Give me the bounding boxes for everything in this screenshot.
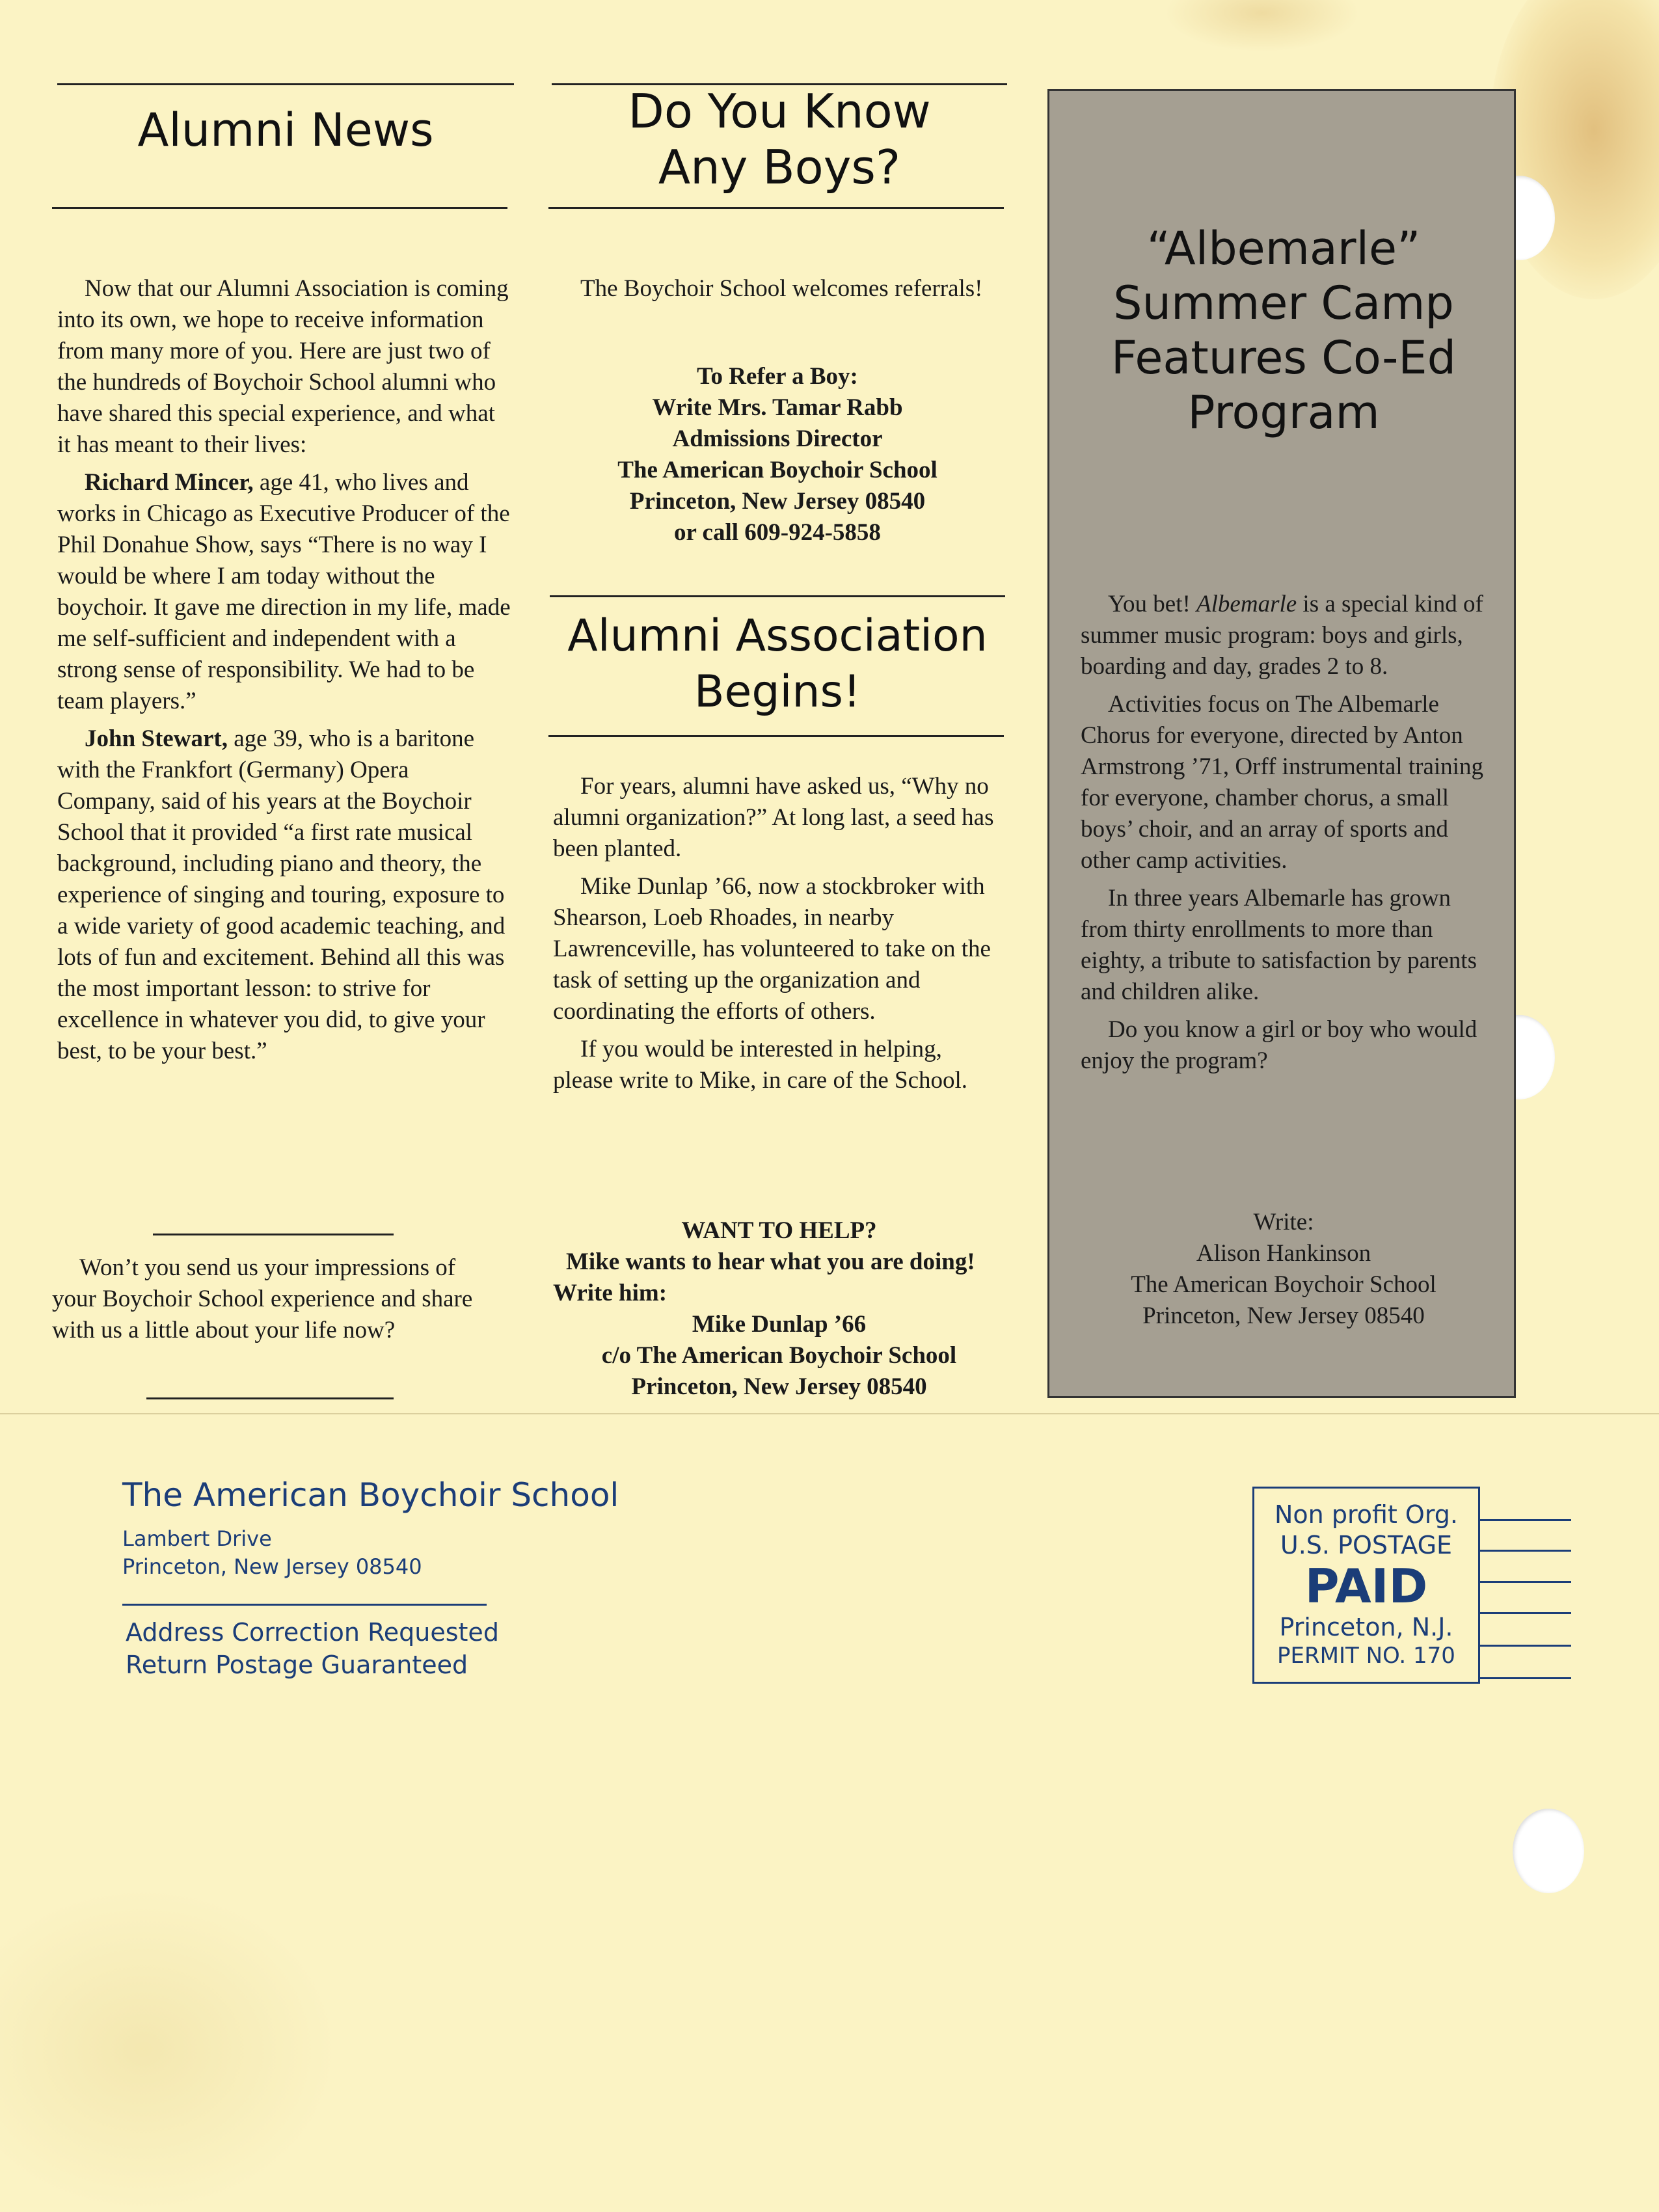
stewart-paragraph [57,723,513,1067]
albemarle-p2: Activities focus on The Albemarle Chorus for everyone, directed by Anton Armstrong ’71, Orff instrumental training for everyone, chamber chorus, a small boys’ choir, and an array of sports and other camp activities. [1081,691,1483,874]
albemarle-write-block [1069,1207,1498,1332]
return-rule [122,1604,487,1606]
write-line: Alison Hankinson [1196,1240,1371,1267]
refer-line: Write Mrs. Tamar Rabb [652,394,903,421]
albemarle-title-line: Summer Camp [1113,276,1454,330]
albemarle-p1-start: You bet! [1108,591,1197,617]
help-title: WANT TO HELP? [681,1217,877,1244]
refer-line: Princeton, New Jersey 08540 [629,488,926,515]
refer-line: To Refer a Boy: [697,363,858,390]
help-line: Princeton, New Jersey 08540 [631,1373,927,1400]
punch-hole [1513,1809,1584,1893]
indicia-line [1480,1550,1571,1552]
write-line: Princeton, New Jersey 08540 [1142,1302,1425,1329]
indicia-line [1480,1645,1571,1647]
headline-rule-top [57,83,514,85]
albemarle-box [1047,89,1516,1398]
albemarle-p3: In three years Albemarle has grown from thirty enrollments to more than eighty, a tribute to satisfaction by parents and children alike. [1081,885,1477,1005]
refer-line: Admissions Director [672,425,883,452]
association-p1: For years, alumni have asked us, “Why no alumni organization?” At long last, a seed has been planted. [553,773,994,862]
closing-text: Won’t you send us your impressions of your Boychoir School experience and share with us a little about your life now? [52,1254,473,1343]
paper-stain [0,1887,338,2212]
albemarle-p1-italic: Albemarle [1196,591,1297,617]
help-line: Mike Dunlap ’66 [692,1311,867,1338]
postage-city: Princeton, N.J. [1279,1613,1453,1641]
headline-rule-bottom [52,207,507,209]
headline-rule-top [550,595,1005,597]
refer-phone: or call 609-924-5858 [674,519,881,546]
know-boys-title [552,83,1007,195]
return-address-line1: Lambert Drive [122,1526,272,1551]
help-line: c/o The American Boychoir School [601,1342,957,1369]
alumni-news-title: Alumni News [137,103,434,157]
albemarle-title-line: “Albemarle” [1146,222,1421,275]
headline-rule-bottom [548,207,1004,209]
postage-paid: PAID [1304,1559,1428,1613]
postage-line1: Non profit Org. [1275,1500,1458,1529]
refer-block [553,361,1002,548]
albemarle-body [1081,589,1497,1077]
albemarle-title-line: Features Co-Ed [1111,331,1457,384]
mincer-paragraph [57,467,513,717]
paper-stain [1165,0,1360,52]
help-text: Mike wants to hear what you are doing! Write him: [553,1248,975,1306]
association-p2: Mike Dunlap ’66, now a stockbroker with Shearson, Loeb Rhoades, in nearby Lawrenceville, has volunteered to take on the task of setting up the organization and coordinating the efforts of others. [553,873,991,1025]
association-title-line1: Alumni Association [567,610,988,662]
indicia-line [1480,1581,1571,1583]
know-boys-body [553,273,1002,304]
indicia-line [1480,1519,1571,1521]
postage-indicia [1252,1487,1480,1684]
mincer-text: age 41, who lives and works in Chicago as Executive Producer of the Phil Donahue Show, says “There is no way I would be where I am today without the boychoir. It gave me direction in my life, made me self-sufficient and independent with a strong sense of responsibility. We had to be team players.” [57,469,511,714]
albemarle-p1-rest: is a special kind of summer music program: boys and girls, boarding and day, grades 2 to 8. [1081,591,1483,680]
albemarle-p4: Do you know a girl or boy who would enjoy the program? [1081,1016,1477,1074]
association-title-line2: Begins! [694,666,861,718]
know-boys-intro: The Boychoir School welcomes referrals! [580,275,983,302]
return-address-line2: Princeton, New Jersey 08540 [122,1554,422,1579]
indicia-line [1480,1612,1571,1614]
association-body [553,771,1005,1096]
albemarle-title [1049,221,1518,440]
postage-permit: PERMIT NO. 170 [1277,1643,1455,1669]
albemarle-title-line: Program [1187,386,1380,439]
divider-rule [146,1397,394,1399]
stewart-name: John Stewart, [85,725,228,752]
help-block [553,1215,1005,1403]
refer-line: The American Boychoir School [617,457,937,483]
headline-rule-bottom [548,735,1004,737]
association-p3: If you would be interested in helping, please write to Mike, in care of the School. [553,1036,968,1094]
fold-line [0,1413,1659,1414]
divider-rule [153,1234,394,1235]
stewart-text: age 39, who is a baritone with the Frankfort (Germany) Opera Company, said of his years at the Boychoir School that it provided “a first rate musical background, including piano and theory, the experience of singing and touring, exposure to a wide variety of good academic teaching, and lots of fun and excitement. Behind all this was the most important lesson: to strive for excellence in whatever you did, to give your best, to be your best.” [57,725,506,1064]
know-boys-title-line2: Any Boys? [658,140,901,195]
albemarle-p1 [1081,589,1497,682]
know-boys-title-line1: Do You Know [628,84,931,139]
return-postage: Return Postage Guaranteed [126,1651,468,1679]
alumni-news-body [57,273,513,1067]
association-title [550,608,1005,720]
postage-line2: U.S. POSTAGE [1280,1531,1453,1559]
write-line: The American Boychoir School [1131,1271,1436,1298]
address-correction: Address Correction Requested [126,1618,499,1647]
return-school-name: The American Boychoir School [122,1476,619,1514]
alumni-news-closing [52,1252,501,1346]
write-line: Write: [1253,1209,1314,1235]
mincer-name: Richard Mincer, [85,469,254,496]
alumni-news-intro: Now that our Alumni Association is coming into its own, we hope to receive information from many more of you. Here are just two of the hundreds of Boychoir School alumni who have shared this special experience, and what it has meant to their lives: [57,275,509,458]
indicia-line [1480,1677,1571,1679]
